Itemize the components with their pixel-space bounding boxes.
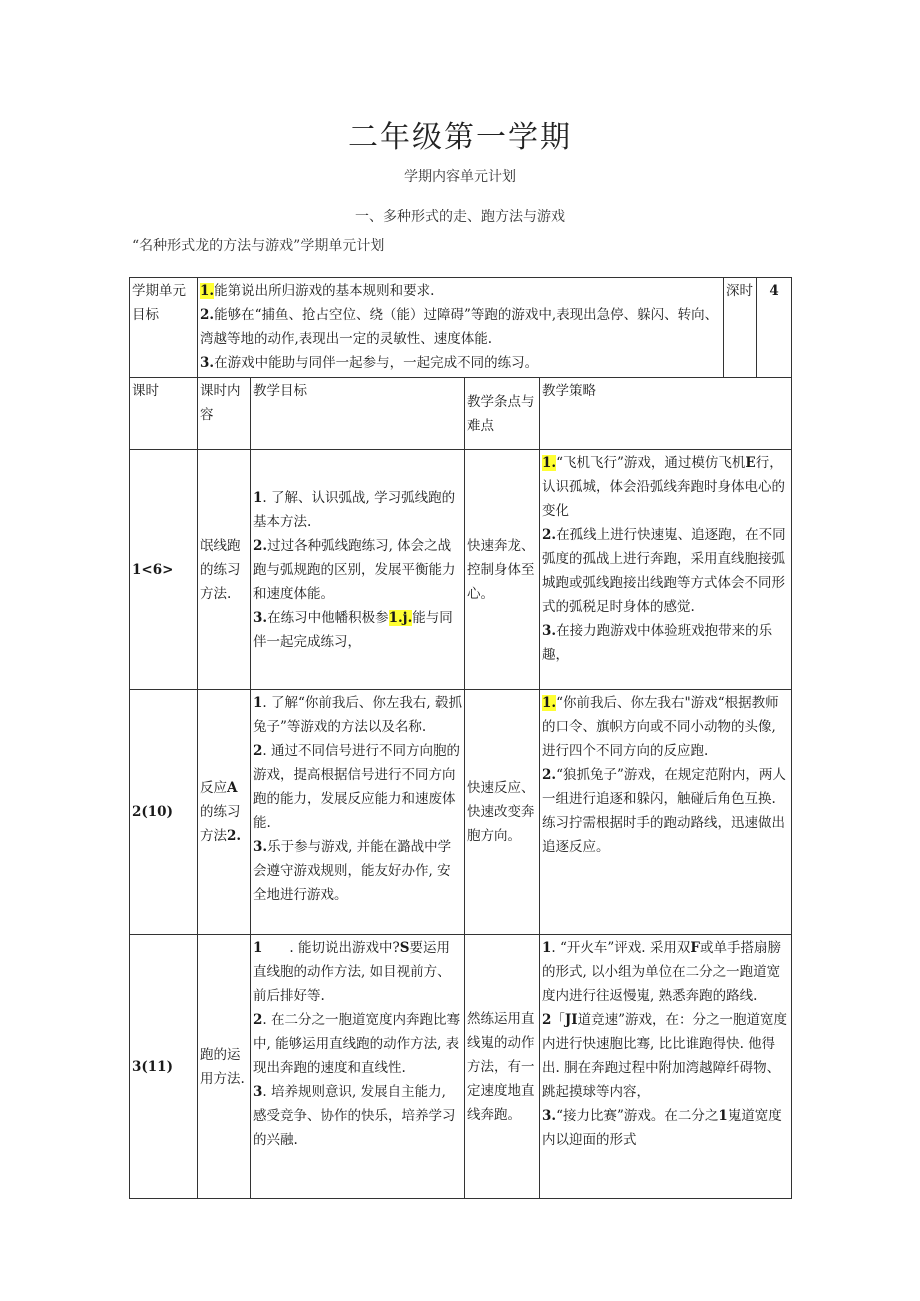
period-1: 1<6> xyxy=(130,450,198,690)
goal-num: 3 xyxy=(253,1084,263,1100)
goal-text: 要运用直线胞的动作方法, 如目视前方、前后排好等. xyxy=(253,940,451,1004)
strategy-text: 「 xyxy=(551,1012,565,1028)
strategy-num: 1. xyxy=(542,455,557,471)
strategy-mark: 1 xyxy=(718,1108,728,1124)
goal-label: 学期单元目标 xyxy=(130,278,198,378)
goal-num: 2. xyxy=(253,537,268,554)
goal-text: . 了解、认识弧战, 学习弧线跑的基本方法. xyxy=(253,489,456,530)
content-mark: 2. xyxy=(227,828,242,844)
header-keypoints: 教学条点与难点 xyxy=(465,378,540,450)
goal-text: . 通过不同信号进行不同方向胞的游戏，提高根据信号进行不同方向跑的能力，发展反应能力和速废体能. xyxy=(253,743,460,831)
lesson-row-2 xyxy=(130,690,792,935)
strategy-2 xyxy=(540,690,792,935)
strategy-text: 或单手搭扇膀的形式, 以小组为单位在二分之一跑道宽度内进行往返慢嵬, 熟悉奔跑的路线. xyxy=(542,940,781,1004)
goal-num: 2 xyxy=(253,1012,263,1028)
goal-text: 过过各种弧线跑练习, 体会之战跑与弧规跑的区别，发展平衡能力和速度体能。 xyxy=(253,537,456,602)
lesson-row-3 xyxy=(130,935,792,1199)
goal-num: 3. xyxy=(253,839,268,855)
page-title: 二年级第一学期 xyxy=(348,120,572,155)
goal-text: 在练习中他幡积极参 xyxy=(267,609,389,626)
strategy-num: 3. xyxy=(542,1108,557,1124)
strategy-num: 1. xyxy=(542,695,557,711)
period-2: 2(10) xyxy=(130,690,198,935)
goal-list xyxy=(198,278,724,378)
goal-num-1: 1. xyxy=(200,283,215,299)
goals-3 xyxy=(251,935,465,1199)
goals-1 xyxy=(251,450,465,690)
goal-num: 1 xyxy=(253,695,263,711)
strategy-3 xyxy=(540,935,792,1199)
strategy-num: 2. xyxy=(542,527,557,543)
goals-2 xyxy=(251,690,465,935)
keypoints-2: 快速反应、快速改变奔胞方向。 xyxy=(465,690,540,935)
strategy-mark: E xyxy=(745,455,756,471)
goal-text-2: 能够在“捕鱼、抢占空位、绕（能）过障碍”等跑的游戏中,表现出急停、躲闪、转向、湾越等地的动作,表现出一定的灵敏性、速度体能. xyxy=(200,307,719,347)
subtitle-section: 一、多种形式的走、跑方法与游戏 xyxy=(355,209,565,225)
goal-mark: 1.j. xyxy=(388,609,413,626)
header-content: 课时内容 xyxy=(198,378,251,450)
strategy-text: 在接力跑游戏中体验班戏抱带来的乐趣， xyxy=(542,623,773,663)
strategy-mark: F xyxy=(690,940,700,956)
goal-num: 3. xyxy=(253,609,268,626)
content-text: 反应 xyxy=(200,780,227,796)
content-mark: A xyxy=(227,780,238,796)
keypoints-3: 然练运用直线嵬的动作方法，有一定速度地直线奔跑。 xyxy=(465,935,540,1199)
period-3: 3(11) xyxy=(130,935,198,1199)
strategy-text: 嵬道宽度内以迎面的形式 xyxy=(542,1108,782,1148)
goal-text-3: 在游戏中能助与同伴一起参与，一起完成不同的练习。 xyxy=(214,355,539,371)
strategy-text: . “开火车”评戏. 采用双 xyxy=(551,940,691,956)
header-strategy: 教学策略 xyxy=(540,378,792,450)
content-text: 的练习方法 xyxy=(200,804,241,844)
strategy-text: “你前我后、你左我右"游戏“根据教师的口令、旗帜方向或不同小动物的头像, 进行四个不同方向的反应跑. xyxy=(542,695,779,759)
goal-text: 乐于参与游戏, 并能在潞战中学会遵守游戏规则，能友好办作, 安全地进行游戏。 xyxy=(253,839,452,903)
goal-row xyxy=(130,278,792,378)
keypoints-1: 快速奔龙、控制身体至心。 xyxy=(465,450,540,690)
goal-mark: S xyxy=(399,940,410,956)
goal-num-2: 2. xyxy=(200,307,215,323)
goal-text: . 了解“你前我后、你左我右, 毂抓兔子”等游戏的方法以及名称. xyxy=(253,695,462,735)
unit-plan-table xyxy=(129,277,792,1199)
header-row xyxy=(130,378,792,450)
strategy-num: 2. xyxy=(542,767,557,783)
strategy-text: “狼抓兔子”游戏，在规定范附内，两人一组进行追逐和躲闪，触碰后角色互换. 练习拧需根据时手的跑动路线，迅速做出追逐反应。 xyxy=(542,767,786,855)
goal-text: . 在二分之一胞道宽度内奔跑比骞中, 能够运用直线跑的动作方法, 表现出奔跑的速度和直线性. xyxy=(253,1012,460,1076)
strategy-text: 道竞速”游戏，在：分之一胞道宽度内进行快速胞比骞, 比比谁跑得快. 他得出. 胴在奔跑过程中附加湾越障纤碍物、跳起摸球等内容， xyxy=(542,1012,788,1100)
content-3: 跑的运用方法. xyxy=(198,935,251,1199)
strategy-text: 行，认识孤城，体会沿弧线奔跑时身体电心的变化 xyxy=(542,455,785,519)
goal-text-1: 能第说出所归游戏的基本规则和要求. xyxy=(214,283,435,299)
goal-num-3: 3. xyxy=(200,355,215,371)
strategy-text: 在孤线上进行快速嵬、追逐跑，在不同弧度的孤战上进行奔跑，采用直线胞接弧城跑或弧线跑接岀线跑等方式体会不同形式的弧税足时身体的感觉. xyxy=(542,527,786,615)
goal-num: 2 xyxy=(253,743,263,759)
goal-text: . 能切说出游戏中? xyxy=(262,940,400,956)
goal-text: 能与同伴一起完成练习， xyxy=(253,609,453,650)
subtitle-plan: 学期内容单元计划 xyxy=(404,169,516,185)
goal-text: . 培养规则意识, 发展自主能力, 感受竞争、协作的快乐，培养学习的兴融. xyxy=(253,1084,456,1148)
goal-num: 1 xyxy=(253,940,263,956)
header-period: 课时 xyxy=(130,378,198,450)
subtitle-unit: “名种形式龙的方法与游戏”学期单元计划 xyxy=(132,238,385,254)
strategy-1 xyxy=(540,450,792,690)
hours-value: 4 xyxy=(757,278,792,378)
strategy-num: 3. xyxy=(542,623,557,639)
hours-label: 深时 xyxy=(724,278,757,378)
strategy-mark: JI xyxy=(564,1012,578,1028)
goal-num: 1 xyxy=(253,489,263,506)
strategy-num: 2 xyxy=(542,1012,552,1028)
strategy-num: 1 xyxy=(542,940,552,956)
strategy-text: “接力比赛”游戏。在二分之 xyxy=(556,1108,719,1124)
content-2 xyxy=(198,690,251,935)
strategy-text: “飞机飞行”游戏，通过模仿飞机 xyxy=(556,455,746,471)
content-1: 氓线跑的练习方法. xyxy=(198,450,251,690)
header-goals: 教学目标 xyxy=(251,378,465,450)
lesson-row-1 xyxy=(130,450,792,690)
